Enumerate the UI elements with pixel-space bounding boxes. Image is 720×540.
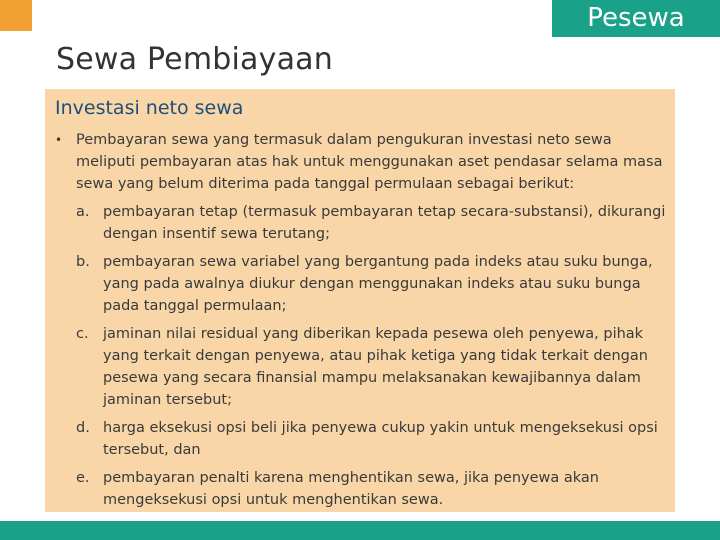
list-marker: c. xyxy=(76,326,89,342)
list-item-text: pembayaran tetap (termasuk pembayaran tetap secara-substansi), dikurangi dengan insentif sewa terutang; xyxy=(103,204,666,242)
list-marker: b. xyxy=(76,254,90,270)
list-item-b xyxy=(55,251,669,317)
bullet-text: Pembayaran sewa yang termasuk dalam pengukuran investasi neto sewa meliputi pembayaran atas hak untuk menggunakan aset pendasar selama masa sewa yang belum diterima pada tanggal permulaan sebagai berikut: xyxy=(76,132,663,192)
footer-bar xyxy=(0,521,720,540)
list-item-e xyxy=(55,467,669,511)
list-item-a xyxy=(55,201,669,245)
list-item-text: pembayaran sewa variabel yang bergantung pada indeks atau suku bunga, yang pada awalnya diukur dengan menggunakan indeks atau suku bunga pada tanggal permulaan; xyxy=(103,254,653,314)
panel-heading: Investasi neto sewa xyxy=(55,97,244,119)
sub-list xyxy=(55,201,669,511)
list-marker: a. xyxy=(76,204,90,220)
bullet-item xyxy=(55,129,669,195)
bullet-icon: • xyxy=(55,133,63,147)
list-item-c xyxy=(55,323,669,411)
section-tag: Pesewa xyxy=(552,0,720,37)
list-item-text: jaminan nilai residual yang diberikan kepada pesewa oleh penyewa, pihak yang terkait dengan penyewa, atau pihak ketiga yang tidak terkait dengan pesewa yang secara finansial mampu melaksanakan kewajibannya dalam jaminan tersebut; xyxy=(103,326,648,408)
content-panel xyxy=(45,89,675,512)
list-item-text: harga eksekusi opsi beli jika penyewa cukup yakin untuk mengeksekusi opsi tersebut, dan xyxy=(103,420,658,458)
list-item-d xyxy=(55,417,669,461)
corner-accent-block xyxy=(0,0,32,31)
slide-title: Sewa Pembiayaan xyxy=(56,42,333,77)
list-item-text: pembayaran penalti karena menghentikan sewa, jika penyewa akan mengeksekusi opsi untuk menghentikan sewa. xyxy=(103,470,599,508)
panel-body xyxy=(55,129,669,517)
list-marker: e. xyxy=(76,470,90,486)
list-marker: d. xyxy=(76,420,90,436)
